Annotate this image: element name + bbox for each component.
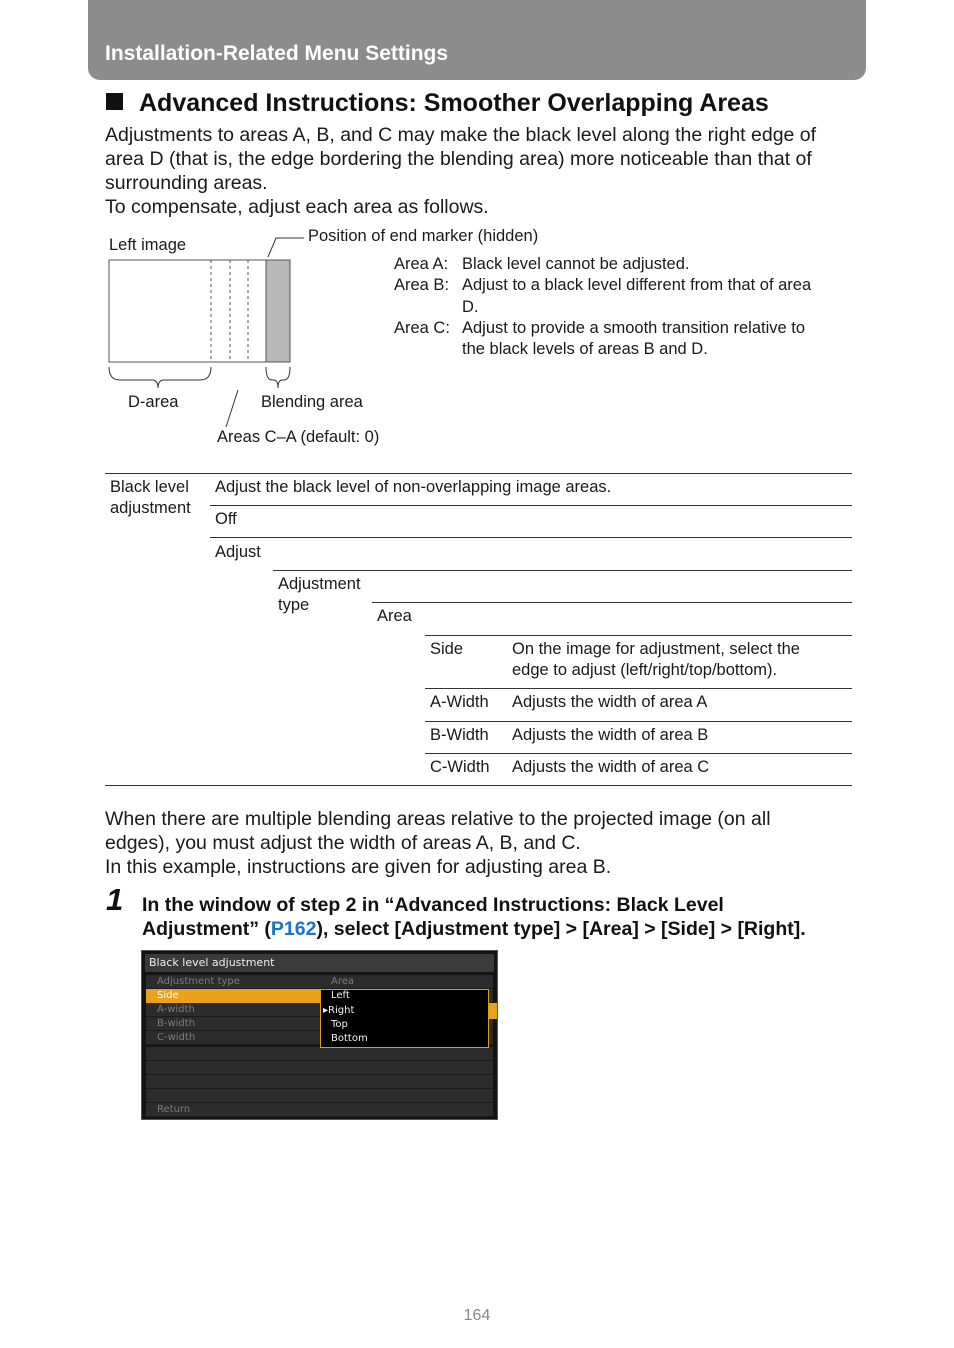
option-adjust: Adjust [215,543,261,561]
osd-title: Black level adjustment [145,954,494,972]
osd-option-bottom[interactable]: Bottom [331,1033,368,1044]
adjustment-type-label: Adjustment type [278,575,361,614]
table-row-desc: On the image for adjustment, select the edge to adjust (left/right/top/bottom). [512,640,800,679]
table-rule [425,635,852,636]
caret-right-icon: ▸ [323,1005,329,1016]
osd-col-adjustment-type: Adjustment type [157,976,240,987]
table-rule [425,753,852,754]
section-title: Advanced Instructions: Smoother Overlapping Areas [106,89,769,118]
table-row-desc: Adjusts the width of area A [512,693,708,711]
table-rule [425,688,852,689]
table-rule [105,473,852,474]
osd-item-b-width[interactable]: B-width [157,1018,196,1029]
page-reference-link[interactable]: P162 [270,918,317,940]
osd-menu-screenshot [141,950,498,1120]
setting-name: Black level adjustment [110,478,191,517]
area-c-desc-2: the black levels of areas B and D. [462,340,708,358]
table-rule [273,570,852,571]
table-rule [210,505,852,506]
table-row-name: C-Width [430,758,490,776]
table-row-name: A-Width [430,693,489,711]
osd-option-top[interactable]: Top [331,1019,348,1030]
areas-c-a-label: Areas C–A (default: 0) [217,428,380,446]
step-number: 1 [106,882,124,917]
intro-paragraph: Adjustments to areas A, B, and C may make the black level along the right edge of area D (that is, the edge bordering the blending area) more noticeable than that of surrounding areas. To compensate, adjust each area as follows. [105,124,817,218]
table-row-name: Side [430,640,464,658]
osd-scroll-indicator [489,1003,497,1019]
chapter-title: Installation-Related Menu Settings [105,42,449,65]
table-rule [372,602,852,603]
blending-diagram [100,230,400,460]
table-rule [425,721,852,722]
page-number: 164 [463,1307,491,1324]
osd-option-left[interactable]: Left [331,990,350,1001]
table-row-desc: Adjusts the width of area C [512,758,710,776]
area-label: Area [377,607,412,625]
osd-return[interactable]: Return [157,1104,191,1115]
area-b-desc-2: D. [462,298,479,316]
area-a-key: Area A: [394,255,449,273]
step-instruction: In the window of step 2 in “Advanced Instructions: Black Level Adjustment” (P162), select [Adjustment type] > [Area] > [Side] > [Right]. [142,894,806,940]
osd-col-area: Area [331,976,355,987]
table-rule [105,785,852,786]
option-off: Off [215,510,237,528]
area-b-desc-1: Adjust to a black level different from that of area [462,276,812,294]
chapter-header [88,0,866,80]
area-c-desc-1: Adjust to provide a smooth transition relative to [462,319,806,337]
body-paragraph: When there are multiple blending areas relative to the projected image (on all edges), you must adjust the width of areas A, B, and C. In this example, instructions are given for adjusting area B. [105,808,771,878]
table-row-name: B-Width [430,726,489,744]
end-marker-label: Position of end marker (hidden) [308,227,539,245]
setting-description: Adjust the black level of non-overlapping image areas. [215,478,612,496]
osd-option-right[interactable]: ▸Right [323,1005,355,1016]
table-row-desc: Adjusts the width of area B [512,726,709,744]
table-rule [210,537,852,538]
d-area-label: D-area [128,393,179,411]
blending-area-label: Blending area [261,393,363,411]
osd-item-side[interactable]: Side [157,990,179,1001]
square-bullet-icon [106,93,123,110]
area-b-key: Area B: [394,276,450,294]
osd-item-c-width[interactable]: C-width [157,1032,196,1043]
osd-item-a-width[interactable]: A-width [157,1004,195,1015]
area-c-key: Area C: [394,319,450,337]
left-image-label: Left image [109,236,187,254]
area-a-desc: Black level cannot be adjusted. [462,255,690,273]
